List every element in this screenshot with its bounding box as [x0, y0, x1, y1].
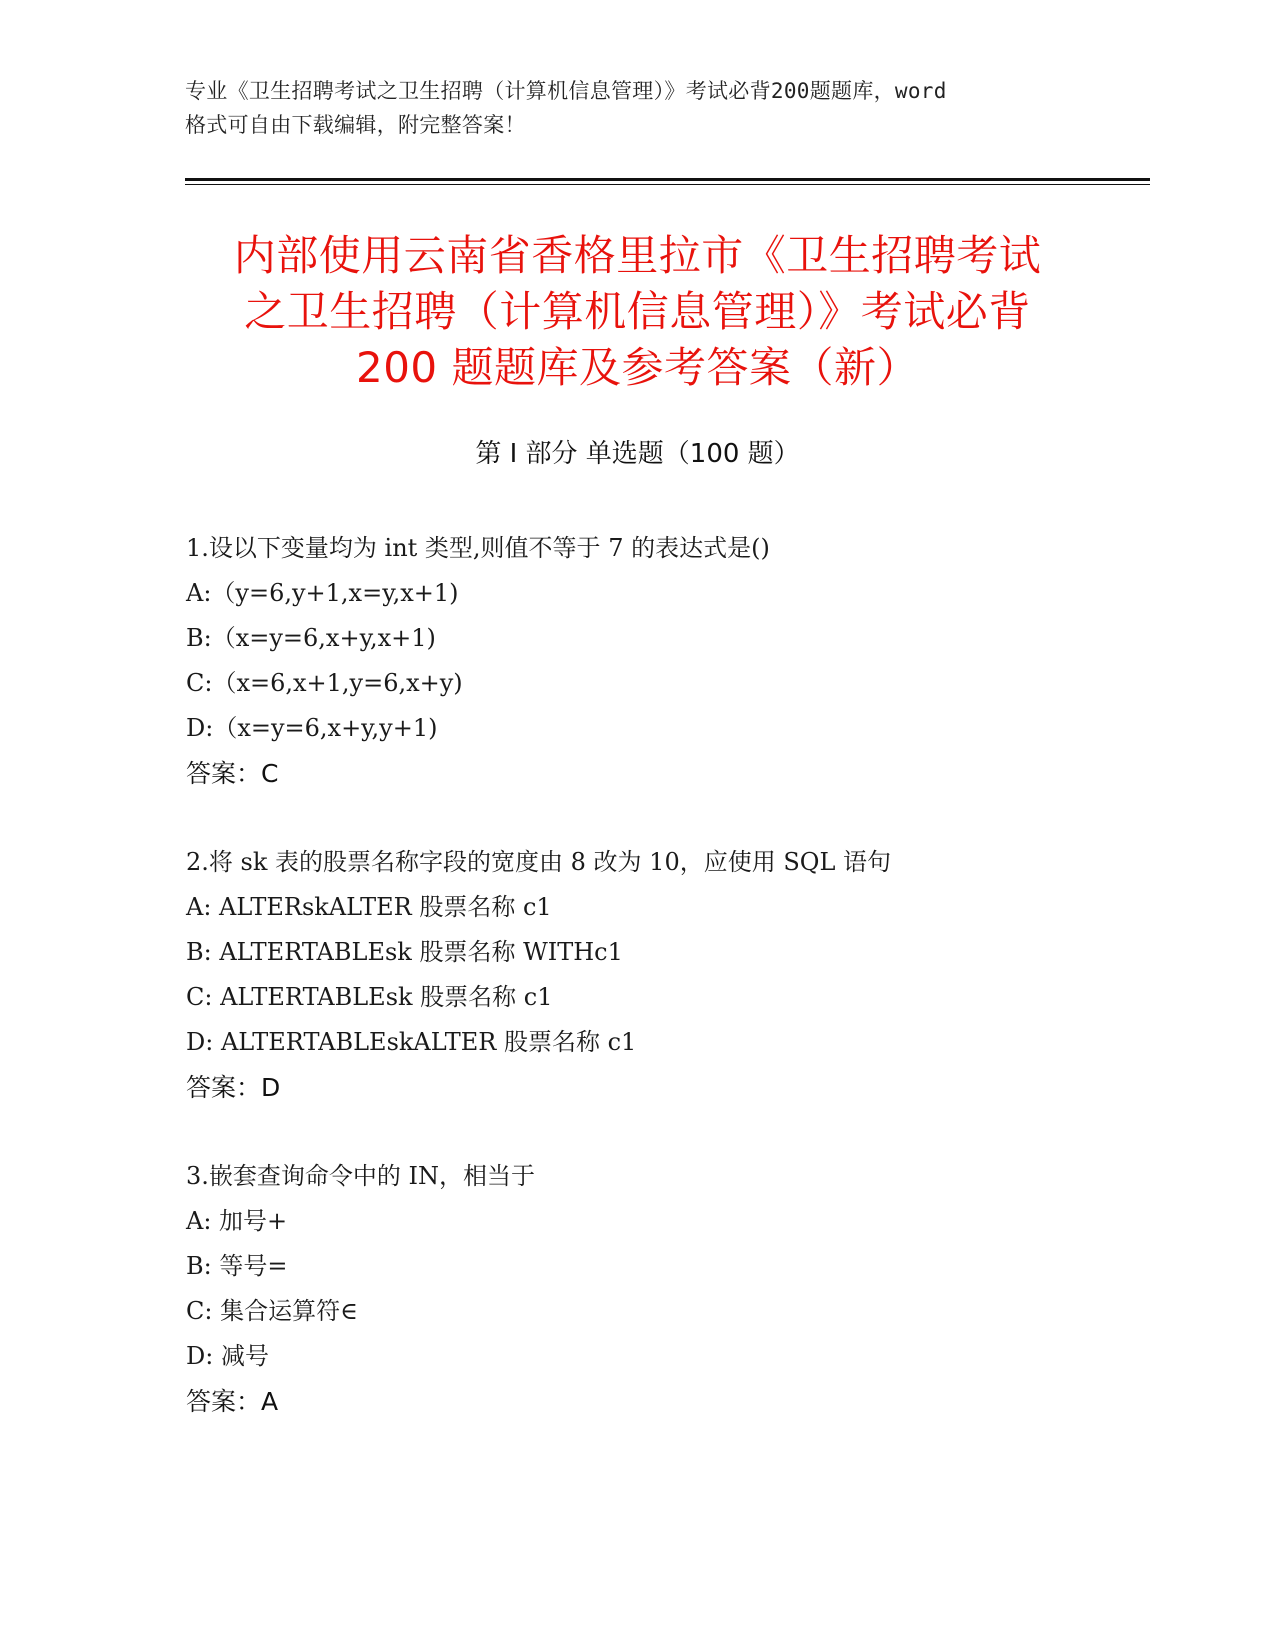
header-divider-thin — [185, 184, 1150, 185]
header-divider-thick — [185, 178, 1150, 181]
document-title-line-2: 之卫生招聘（计算机信息管理）》考试必背 — [244, 287, 1031, 336]
question-item — [186, 840, 1146, 1110]
question-stem: 2.将 sk 表的股票名称字段的宽度由 8 改为 10，应使用 SQL 语句 — [186, 848, 892, 876]
question-stem: 3.嵌套查询命令中的 IN，相当于 — [186, 1162, 536, 1190]
option-a: A: 加号+ — [186, 1207, 288, 1235]
answer-line: 答案：D — [186, 1073, 281, 1102]
question-item — [186, 526, 1146, 796]
option-d: D: 减号 — [186, 1342, 269, 1370]
option-b: B:（x=y=6,x+y,x+1) — [186, 624, 436, 652]
option-b: B: 等号= — [186, 1252, 288, 1280]
document-title-line-1: 内部使用云南省香格里拉市《卫生招聘考试 — [233, 231, 1042, 280]
question-stem: 1.设以下变量均为 int 类型,则值不等于 7 的表达式是() — [186, 534, 770, 562]
option-a: A:（y=6,y+1,x=y,x+1) — [186, 579, 459, 607]
question-list — [186, 526, 1146, 1468]
option-d: D: ALTERTABLEskALTER 股票名称 c1 — [186, 1028, 637, 1056]
header-note-line-1: 专业《卫生招聘考试之卫生招聘（计算机信息管理）》考试必背200题题库，word — [185, 79, 947, 103]
document-header-note — [185, 74, 1085, 142]
option-a: A: ALTERskALTER 股票名称 c1 — [186, 893, 552, 921]
answer-line: 答案：C — [186, 759, 279, 788]
option-c: C:（x=6,x+1,y=6,x+y) — [186, 669, 463, 697]
option-b: B: ALTERTABLEsk 股票名称 WITHc1 — [186, 938, 623, 966]
section-title: 第 I 部分 单选题（100 题） — [475, 439, 800, 469]
option-c: C: ALTERTABLEsk 股票名称 c1 — [186, 983, 553, 1011]
question-item — [186, 1154, 1146, 1424]
document-title — [150, 228, 1125, 396]
header-note-line-2: 格式可自由下载编辑，附完整答案！ — [185, 113, 526, 137]
document-title-line-3: 200 题题库及参考答案（新） — [355, 343, 920, 392]
option-d: D:（x=y=6,x+y,y+1) — [186, 714, 438, 742]
option-c: C: 集合运算符∈ — [186, 1297, 358, 1325]
answer-line: 答案：A — [186, 1387, 279, 1416]
